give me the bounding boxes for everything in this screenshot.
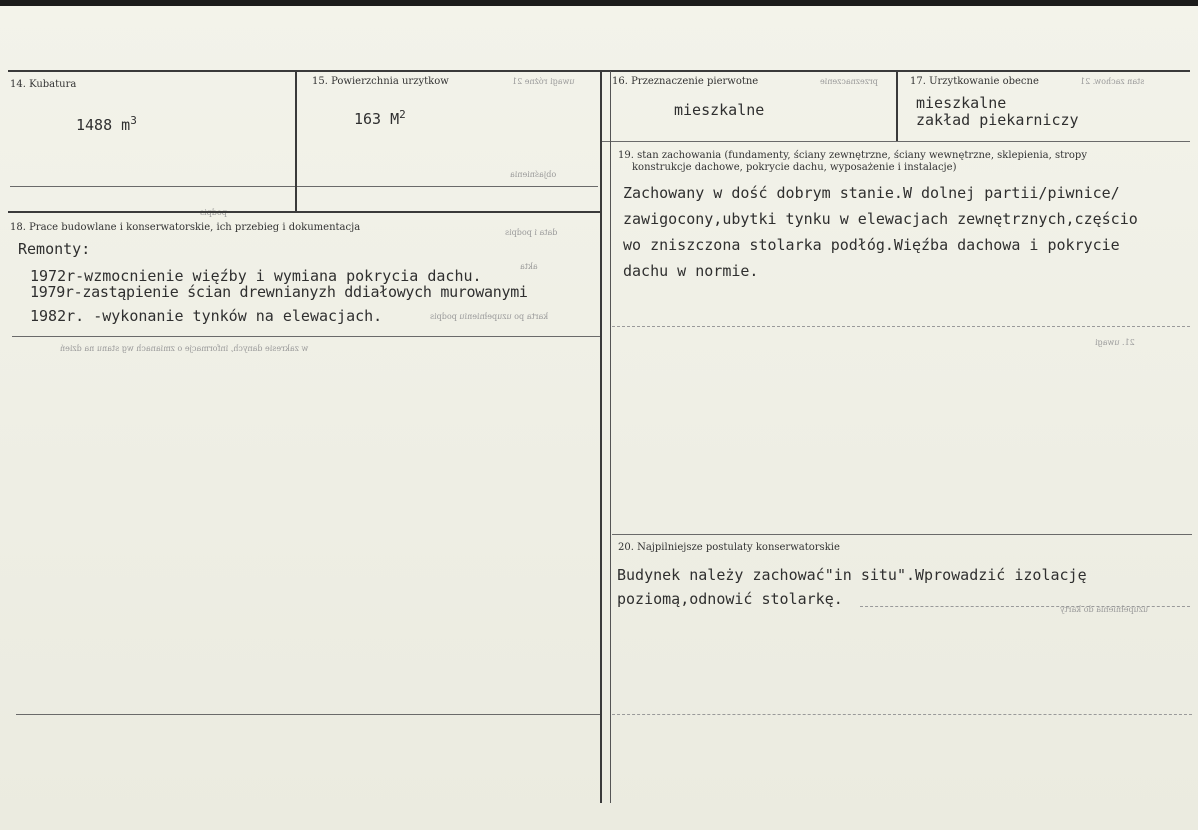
top-rule: [8, 70, 1190, 72]
field-19-label-line1: 19. stan zachowania (fundamenty, ściany zewnętrzne, ściany wewnętrzne, sklepienia, stropy: [618, 150, 1087, 161]
bleed-mark: objaśnienia: [510, 170, 557, 179]
field-16-value: mieszkalne: [674, 101, 765, 119]
rule-above-20: [612, 534, 1192, 535]
bleed-mark: stan zachow. 21: [1080, 77, 1145, 86]
rule-under-14-15: [10, 186, 598, 187]
field-18-line: 1982r. -wykonanie tynków na elewacjach.: [30, 307, 383, 325]
field-14-value: 1488 $m^3$: [76, 114, 137, 134]
field-15-label: 15. Powierzchnia urzytkow: [312, 76, 449, 87]
rule-19-mid: [612, 326, 1190, 327]
inner-column-divider: [610, 71, 611, 803]
bleed-mark: 21. uwagi: [1095, 338, 1135, 347]
field-17-value: mieszkalne zakład piekarniczy: [916, 94, 1079, 129]
bleed-mark: karta po uzupełnieniu podpis: [430, 312, 549, 321]
field-19-label-line2: konstrukcje dachowe, pokrycie dachu, wyposażenie i instalacje): [632, 162, 957, 173]
field-17-label: 17. Urzytkowanie obecne: [910, 76, 1039, 87]
field-20-label: 20. Najpilniejsze postulaty konserwatorskie: [618, 542, 840, 553]
field-19-text: Zachowany w dość dobrym stanie.W dolnej partii/piwnice/ zawigocony,ubytki tynku w elewacjach zewnętrznych,częścio wo zniszczona stolarka podłóg.Więźba dachowa i pokrycie dachu w normie.: [623, 184, 1138, 280]
field-14-label: 14. Kubatura: [10, 79, 77, 90]
bleed-mark: uwagi różne 21: [512, 77, 575, 86]
field-20-text: Budynek należy zachować"in situ".Wprowadzić izolację poziomą,odnowić stolarkę.: [617, 566, 1087, 608]
bleed-mark: data i podpis: [505, 228, 558, 237]
bleed-mark: podpis: [200, 208, 227, 217]
bleed-mark: akta: [520, 262, 538, 271]
field-15-value: 163 $M^2$: [354, 108, 406, 128]
bleed-mark: w zakresie danych, informacje o zmianach wg stanu na dzień: [60, 344, 309, 353]
rule-under-18-text: [12, 336, 600, 337]
divider-16-17: [896, 71, 898, 141]
field-18-line: 1972r-wzmocnienie więźby i wymiana pokrycia dachu.: [30, 267, 482, 285]
rule-above-18: [8, 211, 600, 213]
rule-under-16-17: [600, 141, 1190, 142]
bleed-mark: przeznaczenie: [820, 77, 878, 86]
divider-14-15: [295, 71, 297, 211]
main-column-divider: [600, 71, 602, 803]
rule-20-bottom: [612, 714, 1192, 715]
field-16-label: 16. Przeznaczenie pierwotne: [612, 76, 759, 87]
bleed-mark: uzupełnienia do karty: [1060, 605, 1149, 614]
field-18-line: 1979r-zastąpienie ścian drewnianyzh ddiałowych murowanymi: [30, 283, 528, 301]
field-18-label: 18. Prace budowlane i konserwatorskie, ich przebieg i dokumentacja: [10, 222, 361, 233]
field-18-heading: Remonty:: [18, 240, 91, 258]
rule-18-bottom: [16, 714, 600, 715]
card-top-edge: [0, 0, 1198, 6]
